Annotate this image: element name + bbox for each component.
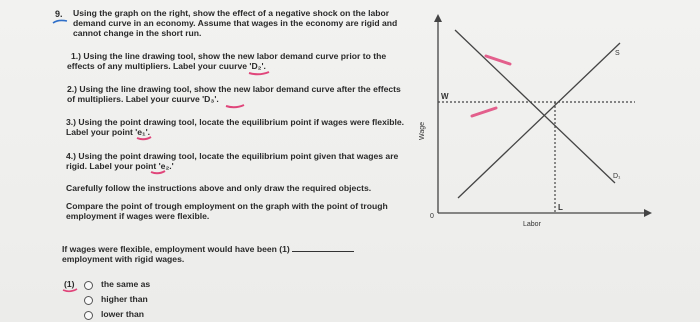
wage-label: W <box>441 92 449 101</box>
step4-line-1: 4.) Using the point drawing tool, locate the equilibrium point given that wages are <box>66 151 399 161</box>
compare-line-1: Compare the point of trough employment on the graph with the point of trough <box>66 201 388 211</box>
instructions-text: Carefully follow the instructions above and only draw the required objects. <box>66 183 372 193</box>
intro-line-3: cannot change in the short run. <box>73 28 202 38</box>
option-radio-higher[interactable] <box>84 296 93 305</box>
step4-line-2: rigid. Label your point 'e₂.' <box>66 161 174 171</box>
demand-label: D₁ <box>613 173 621 180</box>
prompt-line-2: employment with rigid wages. <box>62 254 185 264</box>
intro-line-2: demand curve in an economy. Assume that wages in the economy are rigid and <box>73 18 398 28</box>
highlight-mark-icon <box>225 103 245 109</box>
x-axis-arrow-icon <box>644 209 652 217</box>
option-label-higher[interactable]: higher than <box>101 294 148 304</box>
origin-label: 0 <box>430 213 434 220</box>
highlight-mark-icon <box>150 168 166 175</box>
step1-line-2: effects of any multipliers. Label your cuurve 'D₂'. <box>67 61 266 71</box>
question-number: 9. <box>55 9 63 19</box>
y-axis-arrow-icon <box>434 14 442 22</box>
highlight-mark-icon <box>248 70 270 76</box>
labor-market-graph[interactable] <box>410 8 660 233</box>
step1-line-1: 1.) Using the line drawing tool, show the new labor demand curve prior to the <box>71 51 387 61</box>
demand-curve <box>455 30 615 183</box>
option-radio-same[interactable] <box>84 281 93 290</box>
highlight-mark-icon <box>62 287 78 293</box>
intro-line-1: Using the graph on the right, show the effect of a negative shock on the labor <box>73 8 390 18</box>
option-radio-lower[interactable] <box>84 311 93 320</box>
blank-number-label: (1) <box>64 279 75 289</box>
step3-line-2: Label your point 'e₁'. <box>66 127 151 137</box>
supply-curve <box>458 43 620 198</box>
step2-line-2: of multipliers. Label your cuurve 'D₃'. <box>67 94 219 104</box>
compare-line-2: employment if wages were flexible. <box>66 211 210 221</box>
option-label-lower[interactable]: lower than <box>101 309 144 319</box>
labor-level-label: L <box>558 203 563 212</box>
step3-line-1: 3.) Using the point drawing tool, locate the equilibrium point if wages were flexible. <box>66 117 405 127</box>
y-axis-label: Wage <box>419 121 426 140</box>
prompt-text: If wages were flexible, employment would have been (1) <box>62 244 290 254</box>
highlight-mark-icon <box>136 134 152 141</box>
answer-blank <box>292 251 354 252</box>
option-label-same[interactable]: the same as <box>101 279 151 289</box>
pen-mark-icon <box>52 18 68 26</box>
step2-line-1: 2.) Using the line drawing tool, show the new labor demand curve after the effects <box>67 84 401 94</box>
supply-label: S <box>615 50 620 57</box>
x-axis-label: Labor <box>523 221 541 228</box>
